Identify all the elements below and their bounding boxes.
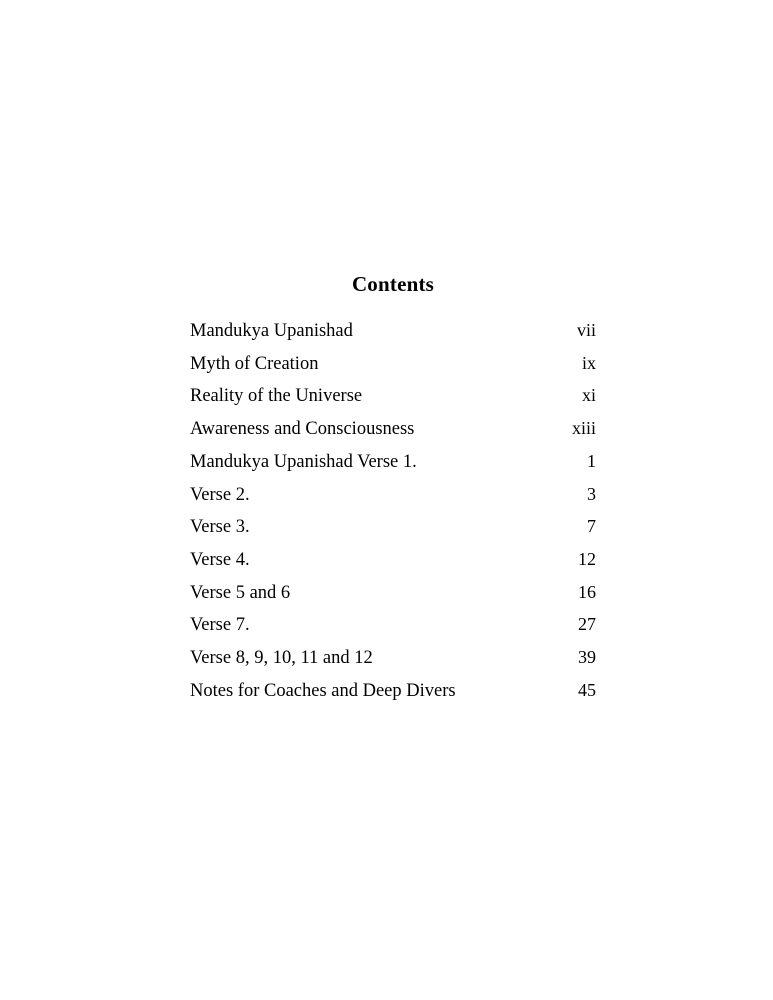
toc-entry[interactable] (176, 413, 596, 446)
toc-entry-label: Awareness and Consciousness (190, 419, 415, 440)
toc-entry[interactable] (176, 380, 596, 413)
table-of-contents (176, 272, 596, 707)
toc-entry-page-number: 3 (587, 483, 596, 504)
toc-entry-label: Mandukya Upanishad (190, 321, 353, 341)
toc-entry-label: Verse 3. (190, 517, 250, 538)
toc-entry[interactable] (176, 544, 596, 577)
toc-entry-label: Notes for Coaches and Deep Divers (190, 680, 456, 701)
toc-entry-page-number: 7 (587, 516, 596, 537)
toc-entry-label: Verse 8, 9, 10, 11 and 12 (190, 648, 373, 669)
page-title: Contents (351, 272, 435, 296)
toc-entry[interactable] (176, 511, 596, 544)
toc-entry[interactable] (176, 479, 596, 512)
toc-entry-label: Verse 2. (190, 484, 250, 505)
toc-entry-label: Verse 4. (190, 549, 250, 570)
toc-entry-label: Myth of Creation (190, 353, 319, 374)
toc-entry-page-number: 45 (578, 679, 596, 700)
toc-entry[interactable] (176, 675, 596, 708)
toc-entry[interactable] (176, 642, 596, 675)
toc-entry[interactable] (176, 315, 596, 348)
toc-list (176, 315, 596, 707)
toc-entry-page-number: 12 (578, 548, 596, 569)
toc-entry-page-number: 27 (578, 614, 596, 635)
toc-entry[interactable] (176, 348, 596, 381)
toc-entry-page-number: ix (581, 352, 596, 373)
toc-entry[interactable] (176, 609, 596, 642)
toc-entry-page-number: 16 (578, 581, 596, 602)
toc-entry-label: Verse 5 and 6 (190, 582, 291, 603)
toc-entry-page-number: xiii (571, 418, 596, 439)
toc-entry-page-number: vii (576, 320, 596, 340)
toc-entry[interactable] (176, 577, 596, 610)
toc-entry-label: Verse 7. (190, 615, 250, 636)
toc-entry-page-number: 39 (578, 647, 596, 668)
toc-entry-label: Mandukya Upanishad Verse 1. (190, 451, 417, 472)
toc-entry-label: Reality of the Universe (190, 386, 363, 407)
toc-entry-page-number: 1 (587, 450, 596, 471)
toc-entry[interactable] (176, 446, 596, 479)
toc-entry-page-number: xi (581, 385, 596, 406)
